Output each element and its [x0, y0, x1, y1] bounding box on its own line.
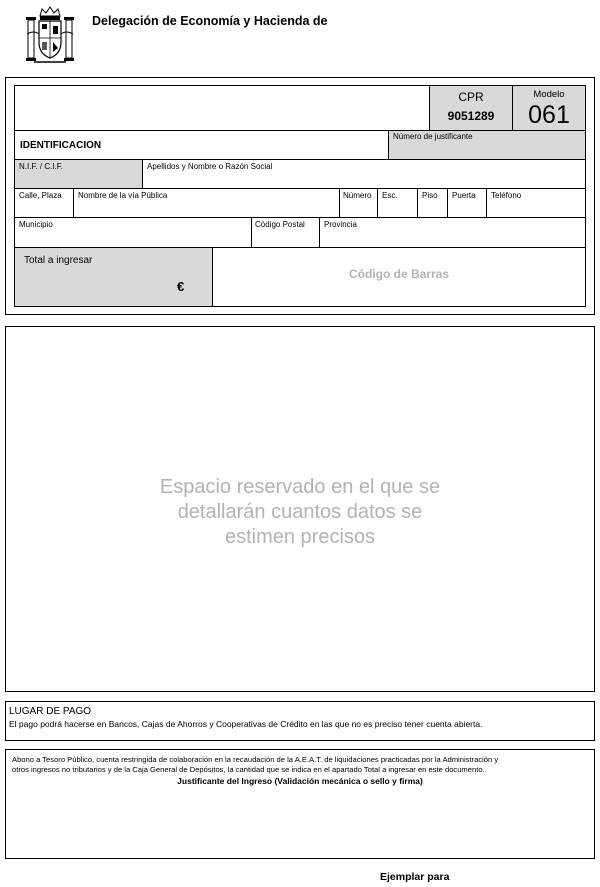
- piso-field[interactable]: [417, 188, 448, 218]
- calle-plaza-label: Calle, Plaza: [19, 191, 62, 200]
- abono-box: [5, 749, 595, 859]
- identificacion-heading: IDENTIFICACION: [20, 140, 102, 151]
- cpr-box: [429, 85, 513, 131]
- reserved-line-2: detallarán cuantos datos se: [177, 501, 423, 523]
- modelo-label: Modelo: [533, 89, 565, 100]
- cpr-label: CPR: [458, 90, 484, 104]
- total-ingresar-field[interactable]: [14, 247, 213, 307]
- top-blank-box: [14, 85, 430, 131]
- modelo-value: 061: [528, 101, 570, 129]
- puerta-label: Puerta: [452, 191, 476, 200]
- abono-line-1: Abono a Tesoro Público, cuenta restringida de colaboración en la recaudación de la A.E.A.T. de liquidaciones practicadas por la Administración y: [12, 755, 499, 764]
- barcode-area: [212, 247, 586, 307]
- esc-field[interactable]: [377, 188, 418, 218]
- numero-justificante-label: Número de justificante: [393, 132, 473, 141]
- lugar-pago-box: [5, 701, 595, 741]
- municipio-field[interactable]: [14, 217, 252, 248]
- reserved-area: [5, 326, 595, 692]
- abono-line-2: otros ingresos no tributarios y de la Caja General de Depósitos, la cantidad que se indica en el apartado Total a ingresar en este documento.: [12, 765, 485, 774]
- reserved-text: [6, 475, 594, 550]
- municipio-label: Municipio: [19, 220, 53, 229]
- piso-label: Piso: [422, 191, 438, 200]
- identificacion-area: [14, 130, 389, 160]
- numero-justificante-box: [388, 130, 586, 160]
- nif-label: N.I.F. / C.I.F.: [19, 162, 64, 171]
- cpr-value: 9051289: [447, 109, 495, 123]
- telefono-label: Teléfono: [491, 191, 522, 200]
- header-title: Delegación de Economía y Hacienda de: [92, 14, 328, 28]
- lugar-pago-text: El pago podrá hacerse en Bancos, Cajas de Ahorros y Cooperativas de Crédito en las que no es preciso tener cuenta abierta.: [9, 719, 483, 729]
- total-ingresar-label: Total a ingresar: [24, 255, 93, 266]
- esc-label: Esc.: [382, 191, 398, 200]
- codigo-postal-field[interactable]: [251, 217, 320, 248]
- provincia-label: Provincia: [324, 220, 357, 229]
- puerta-field[interactable]: [447, 188, 487, 218]
- justificante-ingreso-label: Justificante del Ingreso (Validación mecánica o sello y firma): [177, 776, 423, 786]
- barcode-label: Código de Barras: [348, 267, 450, 281]
- ejemplar-para: Ejemplar para: [380, 871, 450, 883]
- euro-sign: €: [177, 279, 185, 294]
- calle-plaza-field[interactable]: [14, 188, 74, 218]
- modelo-box: [512, 85, 586, 131]
- telefono-field[interactable]: [486, 188, 586, 218]
- numero-field[interactable]: [339, 188, 378, 218]
- nif-field[interactable]: [14, 159, 143, 189]
- reserved-line-1: Espacio reservado en el que se: [159, 476, 441, 498]
- nombre-via-field[interactable]: [73, 188, 340, 218]
- lugar-pago-title: LUGAR DE PAGO: [9, 706, 92, 717]
- apellidos-field[interactable]: [142, 159, 586, 189]
- provincia-field[interactable]: [319, 217, 586, 248]
- coat-of-arms-icon: [24, 4, 76, 66]
- nombre-via-label: Nombre de la vía Pública: [78, 191, 168, 200]
- reserved-line-3: estimen precisos: [224, 526, 376, 548]
- codigo-postal-label: Código Postal: [255, 220, 305, 229]
- numero-label: Número: [343, 191, 372, 200]
- apellidos-label: Apellidos y Nombre o Razón Social: [147, 162, 273, 171]
